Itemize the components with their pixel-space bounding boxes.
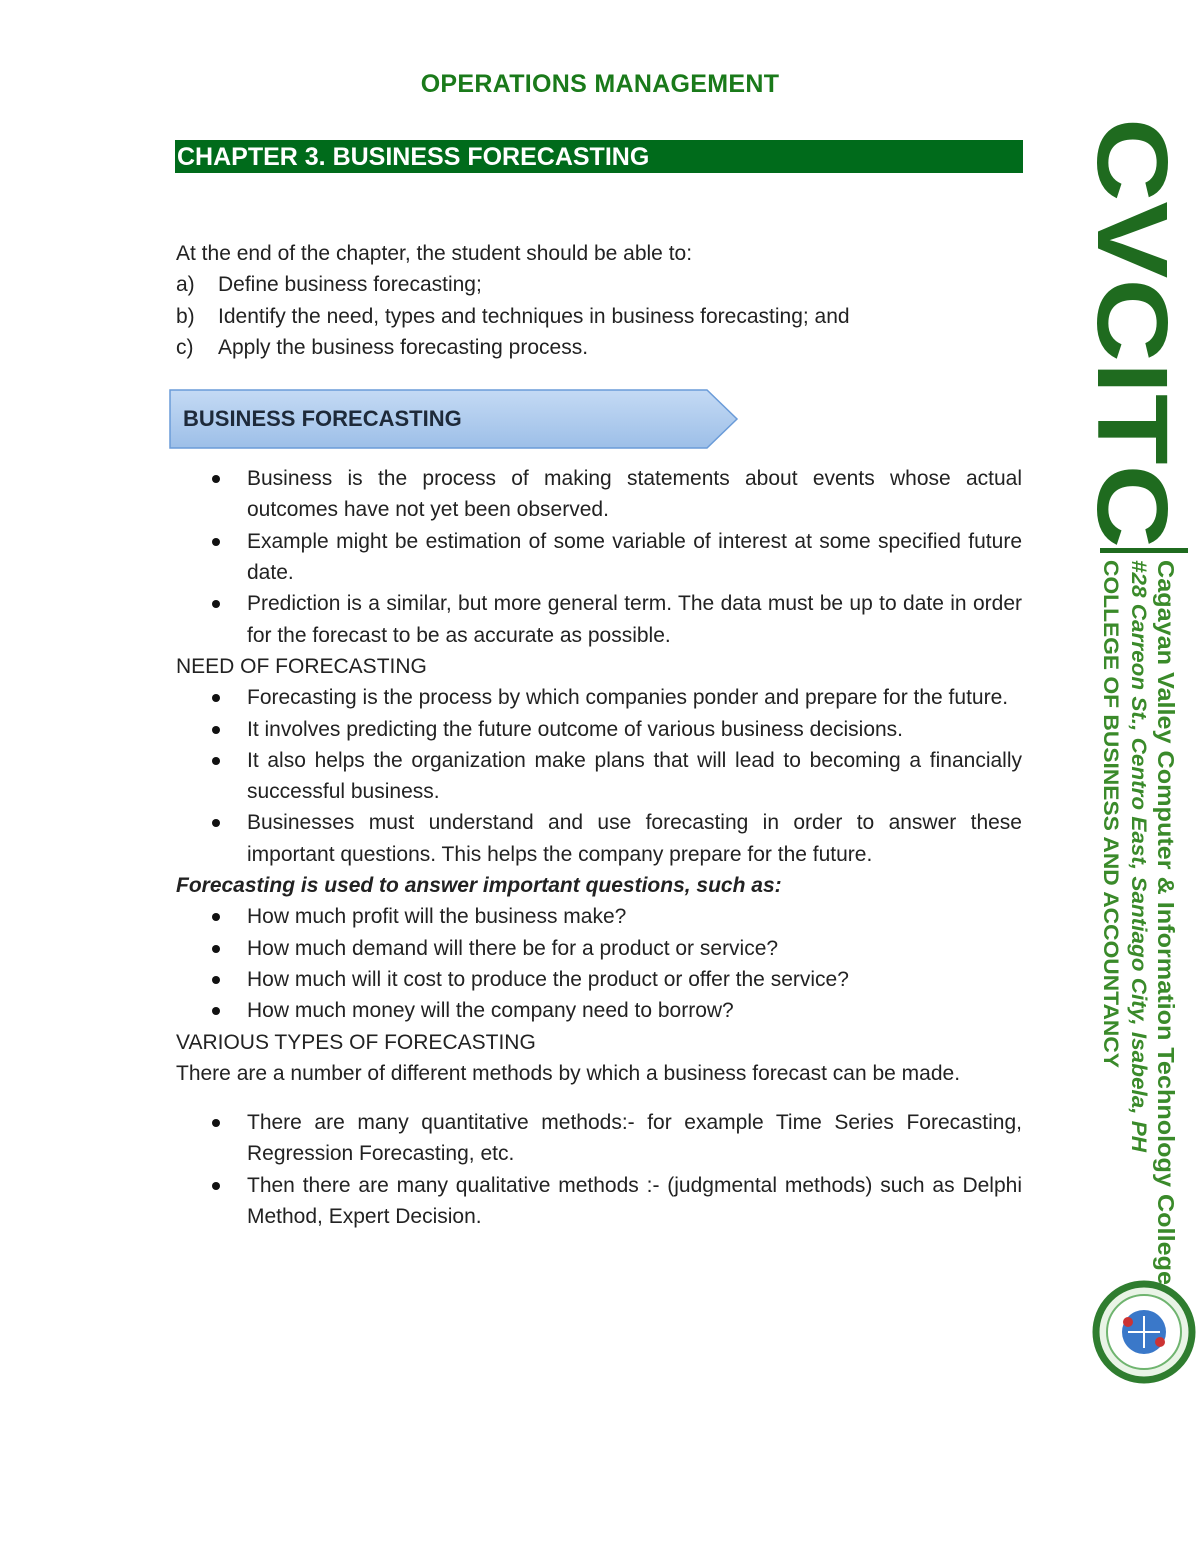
list-item: How much demand will there be for a product or service? <box>176 933 1022 964</box>
objective-label: c) <box>176 335 194 359</box>
main-content <box>176 238 1022 1232</box>
types-paragraph: There are a number of different methods by which a business forecast can be made. <box>176 1061 961 1085</box>
list-item: There are many quantitative methods:- for example Time Series Forecasting, Regression Forecasting, etc. <box>176 1107 1022 1170</box>
college-seal-icon <box>1096 1284 1192 1380</box>
objective-label: b) <box>176 304 195 328</box>
list-item: How much money will the company need to borrow? <box>176 995 1022 1026</box>
objective-item <box>176 269 1022 300</box>
list-item: It involves predicting the future outcome of various business decisions. <box>176 714 1022 745</box>
objective-label: a) <box>176 273 195 297</box>
objective-text: Define business forecasting; <box>218 273 482 297</box>
objective-item <box>176 301 1022 332</box>
college-logo-sidebar <box>1076 110 1200 1400</box>
questions-list <box>176 901 1022 1026</box>
objectives-intro: At the end of the chapter, the student should be able to: <box>176 242 693 265</box>
department-text: COLLEGE OF BUSINESS AND ACCOUNTANCY <box>1099 560 1122 1029</box>
objective-item <box>176 332 1022 363</box>
forecasting-definition-list <box>176 463 1022 651</box>
banner-label: BUSINESS FORECASTING <box>183 406 462 432</box>
list-item: Businesses must understand and use forecasting in order to answer these important questions. This helps the company prepare for the future. <box>176 807 1022 870</box>
college-address-text: #28 Carreon St., Centro East, Santiago City, Isabela, PH <box>1127 560 1150 1113</box>
section-heading-types: VARIOUS TYPES OF FORECASTING <box>176 1030 536 1054</box>
list-item: It also helps the organization make plans that will lead to becoming a financially successful business. <box>176 745 1022 808</box>
logo-divider <box>1100 548 1188 553</box>
section-heading-need: NEED OF FORECASTING <box>176 654 427 678</box>
list-item: How much profit will the business make? <box>176 901 1022 932</box>
list-item: Example might be estimation of some variable of interest at some specified future date. <box>176 526 1022 589</box>
list-item: How much will it cost to produce the product or offer the service? <box>176 964 1022 995</box>
questions-heading: Forecasting is used to answer important questions, such as: <box>176 874 782 898</box>
list-item: Prediction is a similar, but more general term. The data must be up to date in order for the forecast to be as accurate as possible. <box>176 588 1022 651</box>
objective-text: Identify the need, types and techniques in business forecasting; and <box>218 304 850 328</box>
objective-text: Apply the business forecasting process. <box>218 335 589 359</box>
cvcitc-logo-text: CVCITC <box>1076 118 1188 491</box>
document-title: OPERATIONS MANAGEMENT <box>420 70 780 98</box>
section-banner <box>169 389 739 449</box>
college-name-text: Cagayan Valley Computer & Information Technology College <box>1153 560 1179 1222</box>
list-item: Business is the process of making statements about events whose actual outcomes have not yet been observed. <box>176 463 1022 526</box>
list-item: Forecasting is the process by which companies ponder and prepare for the future. <box>176 682 1022 713</box>
need-list <box>176 682 1022 870</box>
list-item: Then there are many qualitative methods :- (judgmental methods) such as Delphi Method, Expert Decision. <box>176 1170 1022 1233</box>
chapter-title-bar: CHAPTER 3. BUSINESS FORECASTING <box>175 140 1023 173</box>
types-list <box>176 1107 1022 1232</box>
